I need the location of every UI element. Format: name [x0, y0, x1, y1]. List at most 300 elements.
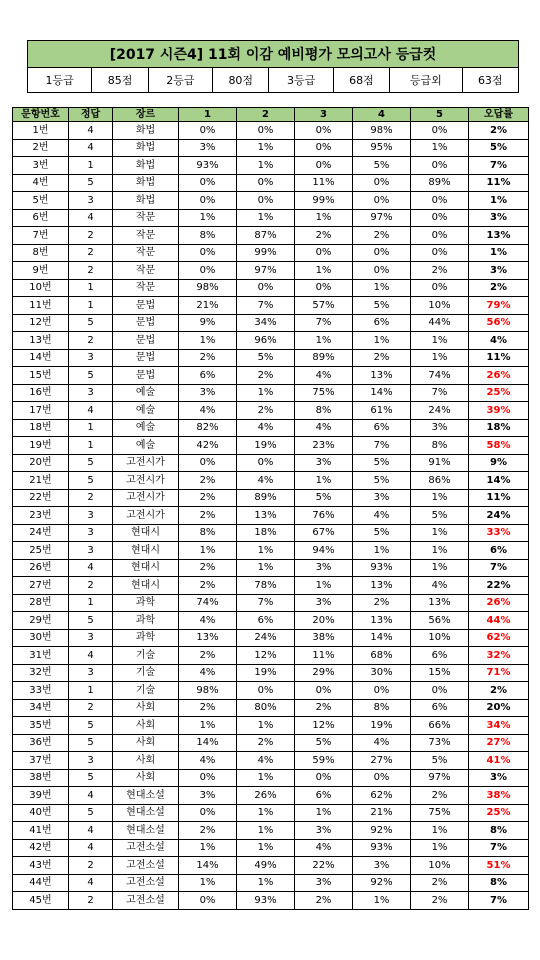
table-row	[13, 839, 529, 857]
answer-cell: 3	[69, 349, 113, 367]
choice-1-rate: 42%	[179, 437, 237, 455]
genre-cell: 고전시가	[113, 489, 179, 507]
genre-cell: 현대시	[113, 559, 179, 577]
answer-cell: 1	[69, 419, 113, 437]
question-number: 33번	[13, 682, 69, 700]
genre-cell: 화법	[113, 192, 179, 210]
genre-cell: 고전시가	[113, 472, 179, 490]
choice-3-rate: 1%	[295, 209, 353, 227]
answer-cell: 3	[69, 752, 113, 770]
answer-cell: 4	[69, 139, 113, 157]
genre-cell: 고전소설	[113, 874, 179, 892]
column-header: 오답률	[469, 108, 529, 122]
table-row	[13, 647, 529, 665]
table-row	[13, 419, 529, 437]
choice-3-rate: 6%	[295, 787, 353, 805]
choice-3-rate: 3%	[295, 594, 353, 612]
choice-1-rate: 98%	[179, 682, 237, 700]
choice-2-rate: 0%	[237, 682, 295, 700]
choice-1-rate: 1%	[179, 717, 237, 735]
choice-2-rate: 93%	[237, 892, 295, 910]
genre-cell: 문법	[113, 332, 179, 350]
choice-3-rate: 1%	[295, 332, 353, 350]
choice-5-rate: 1%	[411, 542, 469, 560]
table-row	[13, 664, 529, 682]
answer-cell: 2	[69, 262, 113, 280]
choice-1-rate: 2%	[179, 559, 237, 577]
error-rate: 8%	[469, 874, 529, 892]
choice-2-rate: 1%	[237, 559, 295, 577]
choice-2-rate: 0%	[237, 454, 295, 472]
choice-3-rate: 38%	[295, 629, 353, 647]
error-rate: 51%	[469, 857, 529, 875]
choice-2-rate: 18%	[237, 524, 295, 542]
choice-3-rate: 1%	[295, 262, 353, 280]
choice-3-rate: 59%	[295, 752, 353, 770]
error-rate: 7%	[469, 839, 529, 857]
error-rate: 4%	[469, 332, 529, 350]
error-rate: 7%	[469, 559, 529, 577]
choice-5-rate: 1%	[411, 559, 469, 577]
error-rate: 2%	[469, 279, 529, 297]
choice-1-rate: 2%	[179, 647, 237, 665]
table-row	[13, 857, 529, 875]
answer-cell: 5	[69, 174, 113, 192]
answer-cell: 3	[69, 192, 113, 210]
column-header: 1	[179, 108, 237, 122]
choice-1-rate: 0%	[179, 454, 237, 472]
question-number: 17번	[13, 402, 69, 420]
choice-3-rate: 0%	[295, 157, 353, 175]
choice-2-rate: 97%	[237, 262, 295, 280]
genre-cell: 현대소설	[113, 804, 179, 822]
grade-score: 63점	[462, 68, 519, 93]
error-rate: 25%	[469, 384, 529, 402]
question-number: 38번	[13, 769, 69, 787]
genre-cell: 사회	[113, 769, 179, 787]
choice-1-rate: 2%	[179, 699, 237, 717]
question-number: 21번	[13, 472, 69, 490]
question-number: 13번	[13, 332, 69, 350]
error-rate: 7%	[469, 892, 529, 910]
question-number: 16번	[13, 384, 69, 402]
answer-cell: 3	[69, 507, 113, 525]
choice-1-rate: 0%	[179, 174, 237, 192]
choice-4-rate: 1%	[353, 279, 411, 297]
answer-cell: 5	[69, 717, 113, 735]
question-number: 41번	[13, 822, 69, 840]
choice-4-rate: 30%	[353, 664, 411, 682]
choice-4-rate: 62%	[353, 787, 411, 805]
choice-3-rate: 23%	[295, 437, 353, 455]
answer-cell: 4	[69, 402, 113, 420]
genre-cell: 화법	[113, 174, 179, 192]
genre-cell: 현대시	[113, 577, 179, 595]
question-number: 1번	[13, 122, 69, 140]
choice-1-rate: 2%	[179, 349, 237, 367]
genre-cell: 사회	[113, 717, 179, 735]
choice-4-rate: 19%	[353, 717, 411, 735]
table-row	[13, 629, 529, 647]
table-row	[13, 577, 529, 595]
choice-1-rate: 8%	[179, 227, 237, 245]
grade-cut-table	[27, 40, 519, 93]
question-number: 11번	[13, 297, 69, 315]
choice-3-rate: 1%	[295, 472, 353, 490]
choice-4-rate: 5%	[353, 524, 411, 542]
choice-5-rate: 10%	[411, 297, 469, 315]
answer-cell: 1	[69, 297, 113, 315]
choice-4-rate: 13%	[353, 612, 411, 630]
choice-5-rate: 1%	[411, 839, 469, 857]
genre-cell: 사회	[113, 734, 179, 752]
choice-3-rate: 4%	[295, 419, 353, 437]
choice-2-rate: 87%	[237, 227, 295, 245]
error-rate: 20%	[469, 699, 529, 717]
choice-5-rate: 97%	[411, 769, 469, 787]
choice-5-rate: 2%	[411, 787, 469, 805]
grade-score: 80점	[213, 68, 269, 93]
choice-3-rate: 0%	[295, 122, 353, 140]
genre-cell: 현대시	[113, 524, 179, 542]
genre-cell: 문법	[113, 349, 179, 367]
choice-1-rate: 4%	[179, 612, 237, 630]
error-rate: 14%	[469, 472, 529, 490]
choice-3-rate: 99%	[295, 192, 353, 210]
choice-3-rate: 11%	[295, 647, 353, 665]
genre-cell: 과학	[113, 612, 179, 630]
choice-2-rate: 49%	[237, 857, 295, 875]
genre-cell: 현대소설	[113, 822, 179, 840]
choice-1-rate: 21%	[179, 297, 237, 315]
question-number: 26번	[13, 559, 69, 577]
question-number: 34번	[13, 699, 69, 717]
answer-cell: 4	[69, 822, 113, 840]
answer-cell: 5	[69, 367, 113, 385]
question-number: 2번	[13, 139, 69, 157]
choice-2-rate: 12%	[237, 647, 295, 665]
choice-1-rate: 1%	[179, 542, 237, 560]
choice-1-rate: 13%	[179, 629, 237, 647]
choice-5-rate: 8%	[411, 437, 469, 455]
answer-cell: 4	[69, 559, 113, 577]
table-row	[13, 437, 529, 455]
genre-cell: 고전시가	[113, 507, 179, 525]
choice-5-rate: 0%	[411, 157, 469, 175]
choice-3-rate: 5%	[295, 734, 353, 752]
table-row	[13, 594, 529, 612]
choice-5-rate: 3%	[411, 419, 469, 437]
answer-cell: 5	[69, 314, 113, 332]
choice-4-rate: 5%	[353, 297, 411, 315]
table-row	[13, 367, 529, 385]
table-row	[13, 489, 529, 507]
choice-4-rate: 13%	[353, 577, 411, 595]
genre-cell: 문법	[113, 297, 179, 315]
table-row	[13, 682, 529, 700]
choice-2-rate: 4%	[237, 419, 295, 437]
choice-1-rate: 4%	[179, 664, 237, 682]
choice-5-rate: 56%	[411, 612, 469, 630]
question-number: 8번	[13, 244, 69, 262]
choice-2-rate: 1%	[237, 209, 295, 227]
genre-cell: 현대소설	[113, 787, 179, 805]
choice-1-rate: 0%	[179, 192, 237, 210]
genre-cell: 문법	[113, 314, 179, 332]
column-header: 4	[353, 108, 411, 122]
choice-4-rate: 95%	[353, 139, 411, 157]
table-row	[13, 122, 529, 140]
choice-4-rate: 27%	[353, 752, 411, 770]
choice-4-rate: 0%	[353, 192, 411, 210]
choice-1-rate: 2%	[179, 822, 237, 840]
column-header: 정답	[69, 108, 113, 122]
question-number: 9번	[13, 262, 69, 280]
choice-2-rate: 4%	[237, 752, 295, 770]
error-rate: 1%	[469, 244, 529, 262]
choice-5-rate: 10%	[411, 857, 469, 875]
choice-2-rate: 80%	[237, 699, 295, 717]
choice-3-rate: 0%	[295, 244, 353, 262]
choice-4-rate: 97%	[353, 209, 411, 227]
answer-cell: 4	[69, 122, 113, 140]
choice-3-rate: 8%	[295, 402, 353, 420]
page-title: [2017 시즌4] 11회 이감 예비평가 모의고사 등급컷	[28, 41, 519, 68]
genre-cell: 과학	[113, 629, 179, 647]
error-rate: 3%	[469, 769, 529, 787]
choice-3-rate: 0%	[295, 139, 353, 157]
table-row	[13, 524, 529, 542]
choice-2-rate: 2%	[237, 402, 295, 420]
genre-cell: 화법	[113, 157, 179, 175]
question-number: 36번	[13, 734, 69, 752]
table-row	[13, 262, 529, 280]
choice-4-rate: 14%	[353, 629, 411, 647]
choice-5-rate: 86%	[411, 472, 469, 490]
choice-2-rate: 99%	[237, 244, 295, 262]
choice-1-rate: 93%	[179, 157, 237, 175]
error-rate: 24%	[469, 507, 529, 525]
answer-cell: 2	[69, 227, 113, 245]
choice-4-rate: 3%	[353, 489, 411, 507]
choice-4-rate: 4%	[353, 507, 411, 525]
error-rate: 9%	[469, 454, 529, 472]
table-row	[13, 139, 529, 157]
choice-4-rate: 2%	[353, 594, 411, 612]
answer-cell: 1	[69, 279, 113, 297]
answer-cell: 5	[69, 734, 113, 752]
answer-cell: 2	[69, 489, 113, 507]
error-rate: 71%	[469, 664, 529, 682]
choice-3-rate: 2%	[295, 227, 353, 245]
choice-1-rate: 14%	[179, 734, 237, 752]
error-rate: 26%	[469, 367, 529, 385]
choice-5-rate: 91%	[411, 454, 469, 472]
genre-cell: 문법	[113, 367, 179, 385]
choice-4-rate: 3%	[353, 857, 411, 875]
choice-2-rate: 2%	[237, 367, 295, 385]
question-number: 18번	[13, 419, 69, 437]
choice-4-rate: 2%	[353, 349, 411, 367]
table-row	[13, 787, 529, 805]
genre-cell: 작문	[113, 209, 179, 227]
answer-cell: 1	[69, 594, 113, 612]
answer-cell: 4	[69, 787, 113, 805]
genre-cell: 기술	[113, 664, 179, 682]
choice-3-rate: 75%	[295, 384, 353, 402]
table-row	[13, 874, 529, 892]
choice-2-rate: 0%	[237, 192, 295, 210]
question-number: 28번	[13, 594, 69, 612]
choice-3-rate: 0%	[295, 769, 353, 787]
genre-cell: 고전시가	[113, 454, 179, 472]
answer-cell: 3	[69, 629, 113, 647]
table-row	[13, 297, 529, 315]
error-rate: 18%	[469, 419, 529, 437]
error-rate: 11%	[469, 349, 529, 367]
choice-4-rate: 2%	[353, 227, 411, 245]
answer-cell: 5	[69, 472, 113, 490]
column-header: 3	[295, 108, 353, 122]
choice-5-rate: 74%	[411, 367, 469, 385]
choice-4-rate: 1%	[353, 542, 411, 560]
choice-4-rate: 13%	[353, 367, 411, 385]
choice-1-rate: 0%	[179, 769, 237, 787]
choice-2-rate: 19%	[237, 664, 295, 682]
genre-cell: 기술	[113, 647, 179, 665]
choice-4-rate: 5%	[353, 157, 411, 175]
table-row	[13, 174, 529, 192]
choice-5-rate: 44%	[411, 314, 469, 332]
choice-3-rate: 76%	[295, 507, 353, 525]
choice-1-rate: 1%	[179, 332, 237, 350]
error-rate: 34%	[469, 717, 529, 735]
choice-4-rate: 1%	[353, 332, 411, 350]
choice-5-rate: 1%	[411, 349, 469, 367]
table-row	[13, 332, 529, 350]
table-row	[13, 279, 529, 297]
question-number: 3번	[13, 157, 69, 175]
table-row	[13, 192, 529, 210]
choice-5-rate: 0%	[411, 227, 469, 245]
question-number: 12번	[13, 314, 69, 332]
choice-5-rate: 13%	[411, 594, 469, 612]
question-number: 42번	[13, 839, 69, 857]
choice-1-rate: 2%	[179, 507, 237, 525]
choice-5-rate: 6%	[411, 647, 469, 665]
error-rate: 11%	[469, 489, 529, 507]
choice-4-rate: 93%	[353, 559, 411, 577]
genre-cell: 고전소설	[113, 892, 179, 910]
choice-1-rate: 0%	[179, 122, 237, 140]
question-number: 15번	[13, 367, 69, 385]
genre-cell: 작문	[113, 244, 179, 262]
answer-cell: 3	[69, 384, 113, 402]
genre-cell: 예술	[113, 402, 179, 420]
table-row	[13, 734, 529, 752]
grade-score: 68점	[333, 68, 389, 93]
choice-1-rate: 3%	[179, 787, 237, 805]
choice-1-rate: 1%	[179, 839, 237, 857]
grade-label: 2등급	[148, 68, 212, 93]
choice-3-rate: 2%	[295, 892, 353, 910]
choice-4-rate: 6%	[353, 314, 411, 332]
genre-cell: 사회	[113, 699, 179, 717]
answer-cell: 2	[69, 577, 113, 595]
answer-cell: 4	[69, 209, 113, 227]
choice-2-rate: 1%	[237, 384, 295, 402]
choice-5-rate: 15%	[411, 664, 469, 682]
question-number: 20번	[13, 454, 69, 472]
choice-4-rate: 0%	[353, 174, 411, 192]
choice-3-rate: 57%	[295, 297, 353, 315]
error-rate: 41%	[469, 752, 529, 770]
table-row	[13, 804, 529, 822]
answer-cell: 2	[69, 857, 113, 875]
question-number: 6번	[13, 209, 69, 227]
error-rate: 44%	[469, 612, 529, 630]
table-row	[13, 244, 529, 262]
choice-5-rate: 2%	[411, 874, 469, 892]
choice-5-rate: 0%	[411, 279, 469, 297]
question-number: 25번	[13, 542, 69, 560]
question-number: 29번	[13, 612, 69, 630]
choice-4-rate: 5%	[353, 454, 411, 472]
genre-cell: 작문	[113, 262, 179, 280]
choice-2-rate: 89%	[237, 489, 295, 507]
choice-1-rate: 1%	[179, 209, 237, 227]
table-row	[13, 822, 529, 840]
genre-cell: 고전소설	[113, 857, 179, 875]
table-row	[13, 542, 529, 560]
choice-1-rate: 0%	[179, 804, 237, 822]
table-body	[13, 122, 529, 910]
question-number: 19번	[13, 437, 69, 455]
choice-5-rate: 4%	[411, 577, 469, 595]
grade-label: 등급외	[390, 68, 462, 93]
choice-3-rate: 4%	[295, 839, 353, 857]
choice-3-rate: 3%	[295, 454, 353, 472]
error-rate: 8%	[469, 822, 529, 840]
answer-cell: 2	[69, 892, 113, 910]
error-rate: 58%	[469, 437, 529, 455]
choice-3-rate: 22%	[295, 857, 353, 875]
choice-2-rate: 24%	[237, 629, 295, 647]
question-number: 7번	[13, 227, 69, 245]
choice-3-rate: 0%	[295, 279, 353, 297]
genre-cell: 작문	[113, 227, 179, 245]
question-number: 10번	[13, 279, 69, 297]
answer-cell: 4	[69, 839, 113, 857]
answer-cell: 5	[69, 804, 113, 822]
answer-cell: 2	[69, 699, 113, 717]
genre-cell: 예술	[113, 384, 179, 402]
table-row	[13, 349, 529, 367]
choice-5-rate: 0%	[411, 209, 469, 227]
choice-1-rate: 82%	[179, 419, 237, 437]
error-rate: 62%	[469, 629, 529, 647]
question-number: 23번	[13, 507, 69, 525]
choice-3-rate: 29%	[295, 664, 353, 682]
error-rate: 27%	[469, 734, 529, 752]
choice-1-rate: 9%	[179, 314, 237, 332]
choice-3-rate: 12%	[295, 717, 353, 735]
genre-cell: 기술	[113, 682, 179, 700]
genre-cell: 현대시	[113, 542, 179, 560]
choice-2-rate: 78%	[237, 577, 295, 595]
choice-5-rate: 5%	[411, 752, 469, 770]
error-rate: 11%	[469, 174, 529, 192]
